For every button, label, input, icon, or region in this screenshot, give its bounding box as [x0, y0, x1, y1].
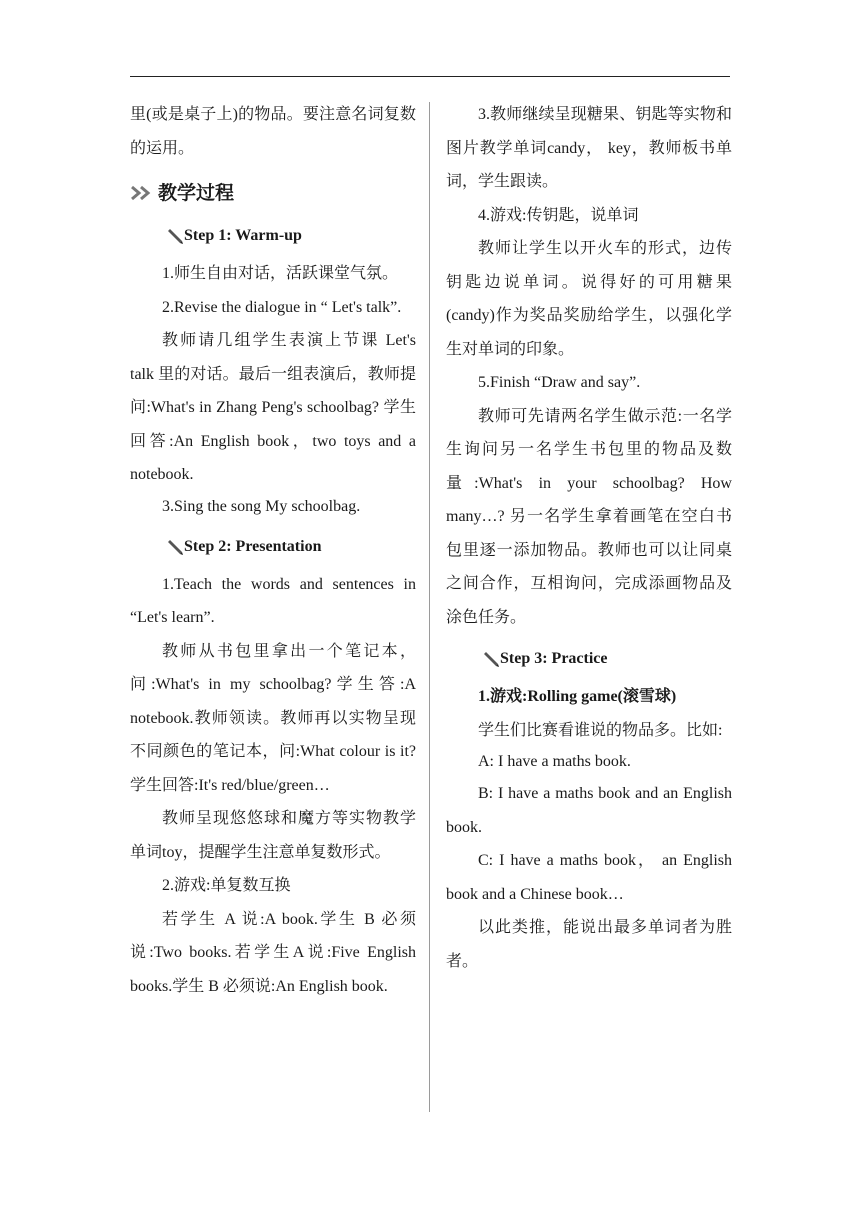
- column-divider: [429, 102, 430, 1112]
- step-heading-2: [130, 532, 416, 562]
- paragraph: A: I have a maths book.: [478, 753, 631, 770]
- paragraph: 教师可先请两名学生做示范:一名学生询问另一名学生书包里的物品及数量:What's in your schoolbag? How many…? 另一名学生拿着画笔在空白书包里逐一添加物品。教师也可以让同桌之间合作，互相询问，完成添画物品及涂色任务。: [446, 407, 732, 626]
- paragraph: 若学生 A 说:A book.学生 B 必须说:Two books.若学生A说:Five English books.学生 B 必须说:An English book.: [130, 910, 416, 995]
- paragraph: 以此类推，能说出最多单词者为胜者。: [446, 919, 732, 970]
- double-chevron-icon: [130, 184, 156, 202]
- paragraph: 4.游戏:传钥匙，说单词: [478, 206, 639, 224]
- intro-paragraph: 里(或是桌子上)的物品。要注意名词复数的运用。: [130, 106, 416, 157]
- paragraph: B: I have a maths book and an English book.: [446, 785, 732, 836]
- section-heading: [130, 177, 416, 209]
- step-title: Step 2: Presentation: [184, 537, 322, 555]
- step-title: Step 1: Warm-up: [184, 227, 302, 244]
- step-title: Step 3: Practice: [500, 650, 608, 667]
- step-heading-1: [130, 221, 416, 251]
- paragraph: 3.教师继续呈现糖果、钥匙等实物和图片教学单词candy， key，教师板书单词，学生跟读。: [446, 106, 732, 190]
- pen-icon: [166, 227, 184, 245]
- paragraph: 教师请几组学生表演上节课 Let's talk 里的对话。最后一组表演后，教师提问:What's in Zhang Peng's schoolbag? 学生回答:An English book，two toys and a notebook.: [130, 332, 416, 483]
- game-title: 1.游戏:Rolling game(滚雪球): [478, 688, 677, 705]
- paragraph: 5.Finish “Draw and say”.: [478, 374, 641, 391]
- paragraph: 教师让学生以开火车的形式，边传钥匙边说单词。说得好的可用糖果(candy)作为奖品奖励给学生，以强化学生对单词的印象。: [446, 240, 732, 358]
- paragraph: 1.师生自由对话，活跃课堂气氛。: [162, 265, 399, 282]
- right-column: [446, 98, 732, 978]
- paragraph: C: I have a maths book， an English book and a Chinese book…: [446, 852, 732, 903]
- paragraph: 1.Teach the words and sentences in “Let's learn”.: [130, 575, 416, 626]
- paragraph: 2.游戏:单复数互换: [162, 877, 291, 894]
- paragraph: 教师从书包里拿出一个笔记本，问:What's in my schoolbag?学生答:A notebook.教师领读。教师再以实物呈现不同颜色的笔记本，问:What colour is it?学生回答:It's red/blue/green…: [130, 642, 416, 794]
- header-rule: [130, 76, 730, 77]
- step-heading-3: [446, 644, 732, 674]
- pen-icon: [482, 650, 500, 668]
- paragraph: 学生们比赛看谁说的物品多。比如:: [478, 721, 723, 739]
- paragraph: 教师呈现悠悠球和魔方等实物教学单词toy，提醒学生注意单复数形式。: [130, 810, 416, 861]
- left-column: [130, 98, 416, 1003]
- section-title: 教学过程: [158, 182, 235, 204]
- paragraph: 2.Revise the dialogue in “ Let's talk”.: [162, 298, 402, 316]
- paragraph: 3.Sing the song My schoolbag.: [162, 497, 361, 515]
- pen-icon: [166, 538, 184, 556]
